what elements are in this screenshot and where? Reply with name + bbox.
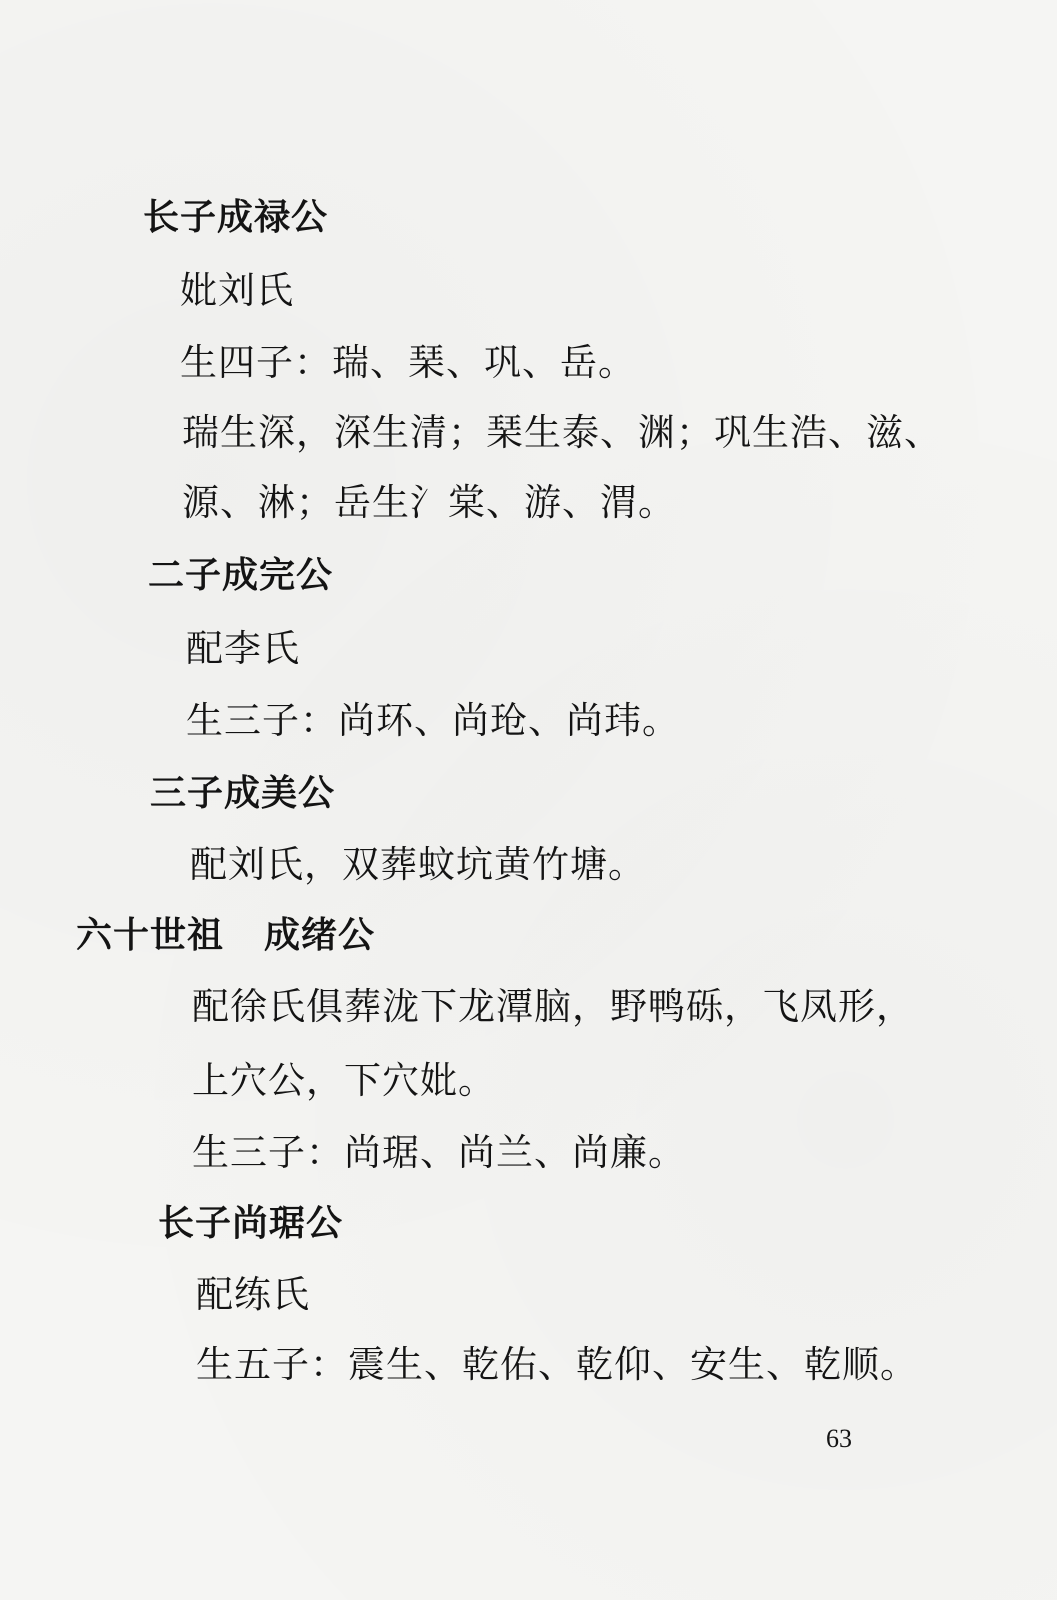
section-heading-chenglu: 长子成禄公	[143, 197, 329, 238]
generation-heading	[76, 915, 376, 956]
text-line-three-sons-1: 生三子：尚环、尚玱、尚玮。	[186, 699, 680, 742]
text-line-descendants-2: 源、淋；岳生氵棠、游、渭。	[182, 481, 676, 524]
ancestor-name: 成绪公	[264, 915, 376, 956]
generation-label: 六十世祖	[76, 915, 225, 956]
text-line-descendants-1: 瑞生深，深生清；琹生泰、渊；巩生浩、滋、	[182, 411, 942, 454]
text-line-four-sons: 生四子：瑞、琹、巩、岳。	[180, 341, 636, 384]
section-heading-shangju: 长子尚琚公	[158, 1203, 344, 1244]
text-line-wife-liu-burial: 配刘氏，双葬蚊坑黄竹塘。	[190, 843, 646, 886]
text-line-burial-positions: 上穴公，下穴妣。	[192, 1059, 496, 1102]
text-line-five-sons: 生五子：震生、乾佑、乾仰、安生、乾顺。	[196, 1343, 918, 1386]
text-line-three-sons-2: 生三子：尚琚、尚兰、尚廉。	[192, 1131, 686, 1174]
section-heading-chengmei: 三子成美公	[150, 773, 336, 814]
page-number: 63	[826, 1424, 852, 1453]
section-heading-chengwan: 二子成完公	[148, 555, 334, 596]
text-line-wife-liu: 妣刘氏	[180, 269, 294, 312]
text-line-wife-xu-burial: 配徐氏俱葬泷下龙潭脑，野鸭砾，飞凤形，	[192, 985, 914, 1028]
text-line-wife-lian: 配练氏	[196, 1273, 310, 1316]
text-line-wife-li: 配李氏	[186, 627, 300, 670]
